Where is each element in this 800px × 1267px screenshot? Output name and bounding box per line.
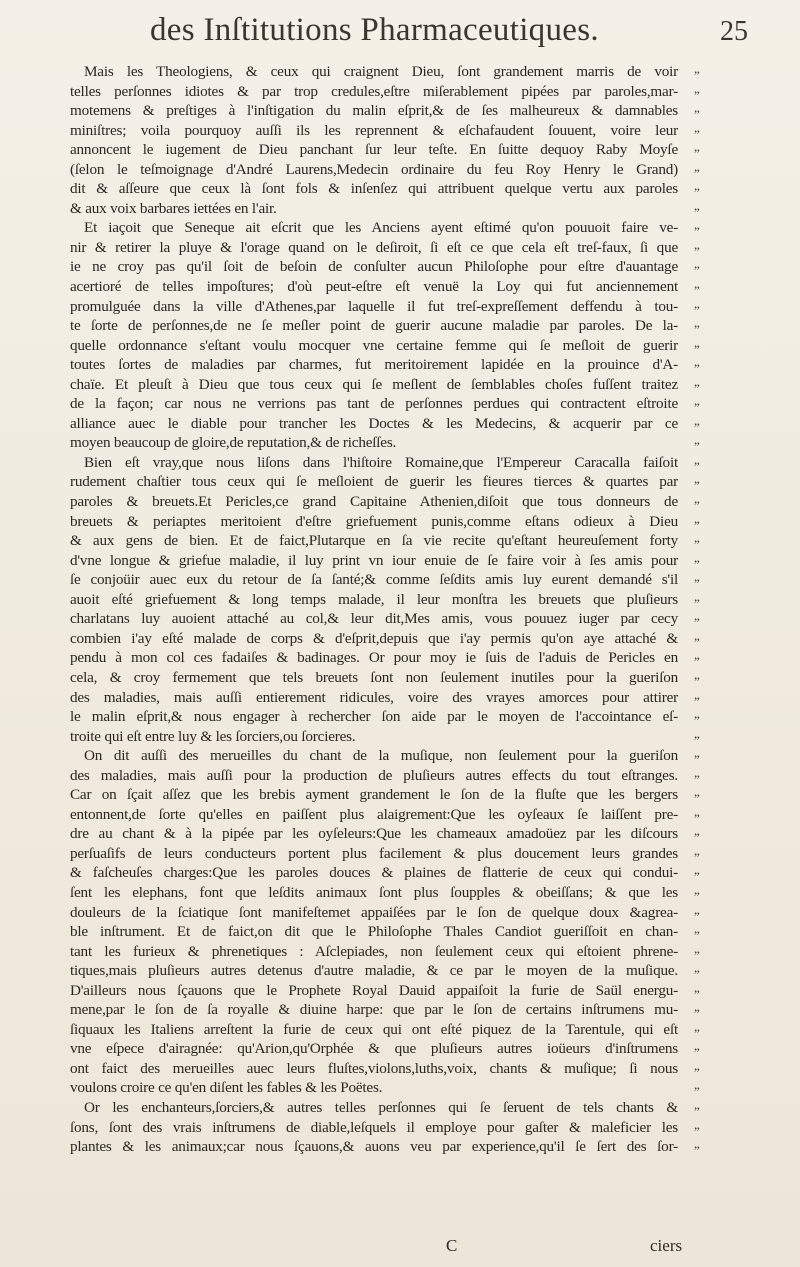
- text-line-content: des maladies, mais auſſi entierement ridicules, voire des vrayes amorces pour attirer: [70, 688, 678, 706]
- quotation-mark: „: [694, 491, 700, 507]
- quotation-mark: „: [694, 80, 700, 96]
- quotation-mark: „: [694, 315, 700, 331]
- text-line: [70, 727, 770, 747]
- text-line-content: combien i'ay eſté malade de corps & d'eſprit,depuis que i'ay permis qu'on aye attaché &: [70, 629, 678, 647]
- text-line-content: plantes & les animaux;car nous ſçauons,& auons veu par experience,qu'il ſe ſert des ſor-: [70, 1138, 678, 1156]
- quotation-mark: „: [694, 530, 700, 546]
- text-line: [70, 414, 770, 434]
- page-footer: [0, 1236, 800, 1260]
- text-line-content: tiques,mais pluſieurs autres detenus d'autre maladie, & ce par le moyen de la muſique.: [70, 962, 678, 980]
- quotation-mark: „: [694, 549, 700, 565]
- text-line-content: le malin eſprit,& nous engager à rechercher ſon aide par le moyen de l'accointance eſ-: [70, 708, 678, 726]
- text-line: [70, 257, 770, 277]
- text-line: [70, 824, 770, 844]
- quotation-mark: „: [694, 608, 700, 624]
- quotation-mark: „: [694, 139, 700, 155]
- text-line: [70, 570, 770, 590]
- text-line: [70, 277, 770, 297]
- quotation-mark: „: [694, 960, 700, 976]
- text-line-content: vne eſpece d'airagnée: qu'Arion,qu'Orphée & que pluſieurs autres ioüeurs d'inſtrumens: [70, 1040, 678, 1058]
- text-line-content: te ſorte de perſonnes,de ne ſe meſler point de guerir aucune maladie par paroles. De la-: [70, 317, 678, 335]
- text-line-content: cela, & croy fermement que tels breuets ſont non ſeulement inutiles pour la gueriſon: [70, 668, 678, 686]
- text-line: [70, 629, 770, 649]
- quotation-mark: „: [694, 471, 700, 487]
- quotation-mark: „: [694, 158, 700, 174]
- text-line-content: D'ailleurs nous ſçauons que le Prophete Royal Dauid appaiſoit la furie de Saül energu-: [70, 981, 678, 999]
- quotation-mark: „: [694, 647, 700, 663]
- text-line: [70, 883, 770, 903]
- text-line: [70, 707, 770, 727]
- quotation-mark: „: [694, 745, 700, 761]
- quotation-mark: „: [694, 61, 700, 76]
- text-line: [70, 922, 770, 942]
- text-line: [70, 1098, 770, 1118]
- text-line: [70, 1020, 770, 1040]
- text-line: [70, 297, 770, 317]
- text-line: [70, 179, 770, 199]
- text-line-content: Or les enchanteurs,ſorciers,& autres telles perſonnes qui ſe ſeruent de tels chants &: [84, 1098, 678, 1116]
- running-title: des Inſtitutions Pharmaceutiques.: [150, 12, 599, 48]
- text-line: [70, 336, 770, 356]
- text-line: [70, 375, 770, 395]
- quotation-mark: „: [694, 1018, 700, 1034]
- quotation-mark: „: [694, 706, 700, 722]
- text-line: [70, 453, 770, 473]
- text-line: [70, 942, 770, 962]
- text-line-content: promulguée dans la ville d'Athenes,par laquelle il fut treſ-expreſſement deffendu à tou-: [70, 297, 678, 315]
- text-line-content: quelle ordonnance s'eſtant voulu mocquer vne certaine femme qui ſe meſloit de guerir: [70, 336, 678, 354]
- text-line-content: annoncent le iugement de Dieu panchant ſur leur teſte. En ſuitte dequoy Raby Moyſe: [70, 141, 678, 159]
- text-line-content: alliance auec le diable pour trancher les Doctes & les Medecins, & acquerir par ce: [70, 414, 678, 432]
- text-line: [70, 355, 770, 375]
- text-line-content: toutes ſortes de maladies par charmes, fut meritoirement lapidée en la prouince d'A-: [70, 356, 678, 374]
- text-line: [70, 648, 770, 668]
- body-text: [70, 62, 770, 1157]
- quotation-mark: „: [694, 451, 700, 467]
- text-line: [70, 140, 770, 160]
- quotation-mark: „: [694, 881, 700, 897]
- quotation-mark: „: [694, 1096, 700, 1112]
- text-line-content: (ſelon le teſmoignage d'André Laurens,Medecin ordinaire du feu Roy Henry le Grand): [70, 160, 678, 178]
- text-line: [70, 1039, 770, 1059]
- quotation-mark: „: [694, 100, 700, 116]
- text-line-content: ie ne croy pas qu'il ſoit de beſoin de conſulter aucun Philoſophe pour eſtre d'auantage: [70, 258, 678, 276]
- text-line-content: Et iaçoit que Seneque ait eſcrit que les Anciens ayent eſtimé qu'on pouuoit faire ve-: [84, 219, 678, 237]
- text-line-content: rudement chaſtier tous ceux qui ſe meſloient de guerir les fieures tierces & quartes par: [70, 473, 678, 491]
- text-line: [70, 82, 770, 102]
- quotation-mark: „: [694, 1136, 700, 1152]
- text-line: [70, 1137, 770, 1157]
- quotation-mark: „: [694, 1038, 700, 1054]
- text-line: [70, 316, 770, 336]
- text-line: [70, 785, 770, 805]
- quotation-mark: „: [694, 764, 700, 780]
- quotation-mark: „: [694, 276, 700, 292]
- text-line: [70, 961, 770, 981]
- quotation-mark: „: [694, 1077, 700, 1093]
- text-line-content: Bien eſt vray,que nous liſons dans l'hiſtoire Romaine,que l'Empereur Caracalla faiſoit: [84, 453, 678, 471]
- text-line: [70, 199, 770, 219]
- text-line-content: de la façon; car nous ne verrions pas tant de perſonnes perdues qui contractent eſtroite: [70, 395, 678, 413]
- text-line-content: entonnent,de ſorte qu'elles en paiſſent plus alaigrement:Que les oyſeaux ſe laiſſent pre-: [70, 805, 678, 823]
- text-line-content: chaïe. Et pleuſt à Dieu que tous ceux qui ſe meſlent de ſemblables choſes fuſſent traitez: [70, 375, 678, 393]
- quotation-mark: „: [694, 178, 700, 194]
- text-line-content: perſuaſifs de leurs conducteurs portent plus facilement & plus doucement leurs grandes: [70, 844, 678, 862]
- text-line: [70, 492, 770, 512]
- text-line: [70, 394, 770, 414]
- quotation-mark: „: [694, 256, 700, 272]
- text-line: [70, 746, 770, 766]
- text-line: [70, 688, 770, 708]
- quotation-mark: „: [694, 217, 700, 233]
- running-head: [0, 12, 800, 56]
- text-line-content: charlatans luy auoient attaché au col,& leur dit,Mes amis, vous pouuez iuger par cecy: [70, 610, 678, 628]
- text-line-content: motemens & preſtiges à l'inſtigation du malin eſprit,& de ſes malheureux & damnables: [70, 102, 678, 120]
- text-line: [70, 472, 770, 492]
- text-line-content: On dit auſſi des merueilles du chant de la muſique, non ſeulement pour la gueriſon: [84, 747, 678, 765]
- text-line-content: ſe conjoüir auec eux du retour de ſa ſanté;& comme ſeſdits amis luy eurent demandé s'il: [70, 571, 678, 589]
- text-line: [70, 433, 770, 453]
- quotation-mark: „: [694, 1116, 700, 1132]
- quotation-mark: „: [694, 666, 700, 682]
- quotation-mark: „: [694, 295, 700, 311]
- text-line: [70, 668, 770, 688]
- quotation-mark: „: [694, 588, 700, 604]
- text-line: [70, 238, 770, 258]
- text-line-content: pendu à mon col ces fadaiſes & badinages. Or pour moy ie ſuis de l'aduis de Pericles en: [70, 649, 678, 667]
- quotation-mark: „: [694, 197, 700, 213]
- quotation-mark: „: [694, 725, 700, 741]
- text-line-content: dre au chant & à la pipée par les oyſeleurs:Que les chameaux amadoüez par les diſcours: [70, 825, 678, 843]
- quotation-mark: „: [694, 979, 700, 995]
- text-line: [70, 160, 770, 180]
- quotation-mark: „: [694, 627, 700, 643]
- text-line-content: breuets & periaptes meritoient d'eſtre griefuement punis,comme eſtans odieux à Dieu: [70, 512, 678, 530]
- signature-mark: C: [446, 1236, 458, 1255]
- text-line-content: auoit eſté griefuement & long temps malade, il leur monſtra les breuets que pluſieurs: [70, 590, 678, 608]
- text-line: [70, 121, 770, 141]
- text-line: [70, 766, 770, 786]
- text-line-content: nir & retirer la pluye & l'orage quand on le deſiroit, ſi eſt ce que cela eſt treſ-faux, ſi que: [70, 238, 678, 256]
- text-line: [70, 981, 770, 1001]
- quotation-mark: „: [694, 432, 700, 448]
- text-line: [70, 863, 770, 883]
- quotation-mark: „: [694, 510, 700, 526]
- quotation-mark: „: [694, 412, 700, 428]
- text-line-content: & aux voix barbares iettées en l'air.: [70, 199, 277, 217]
- quotation-mark: „: [694, 393, 700, 409]
- quotation-mark: „: [694, 803, 700, 819]
- text-line-content: acertioré de telles impoſtures; d'où peut-eſtre eſt venuë la Loy qui fut anciennement: [70, 278, 678, 296]
- quotation-mark: „: [694, 686, 700, 702]
- text-line-content: des maladies, mais auſſi pour la production de pluſieurs autres effects du tout eſtranges.: [70, 766, 678, 784]
- page-number: 25: [720, 16, 748, 47]
- text-line-content: Car on ſçait aſſez que les brebis ayment grandement le ſon de la fluſte que les bergers: [70, 786, 678, 804]
- text-line: [70, 101, 770, 121]
- text-line-content: ble inſtrument. Et de faict,on dit que le Philoſophe Thales Candiot gueriſſoit en chan-: [70, 923, 678, 941]
- quotation-mark: „: [694, 236, 700, 252]
- text-line-content: paroles & breuets.Et Pericles,ce grand Capitaine Athenien,diſoit que tous donneurs de: [70, 493, 678, 511]
- text-line-content: ſiquaux les Italiens arreſtent la furie de ceux qui ont eſté piquez de la Tarentule, qui eſt: [70, 1020, 678, 1038]
- quotation-mark: „: [694, 334, 700, 350]
- text-line-content: dit & aſſeure que ceux là ſont fols & inſenſez qui attribuent quelque vertu aux paroles: [70, 180, 678, 198]
- text-line: [70, 844, 770, 864]
- quotation-mark: „: [694, 823, 700, 839]
- text-line: [70, 805, 770, 825]
- text-line-content: ont faict des merueilles auec leurs fluſtes,violons,luths,voix, chants & muſique; ſi nous: [70, 1059, 678, 1077]
- text-line: [70, 1078, 770, 1098]
- quotation-mark: „: [694, 119, 700, 135]
- text-line-content: mene,par le ſon de ſa royalle & diuine harpe: que par le ſon de certains inſtrumens mu-: [70, 1001, 678, 1019]
- text-line-content: moyen beaucoup de gloire,de reputation,& de richeſſes.: [70, 434, 397, 452]
- text-line: [70, 62, 770, 82]
- text-line-content: douleurs de la ſciatique ſont manifeſtemet appaiſées par le ſon de quelque doux &agrea-: [70, 903, 678, 921]
- text-line: [70, 1059, 770, 1079]
- quotation-mark: „: [694, 842, 700, 858]
- quotation-mark: „: [694, 373, 700, 389]
- quotation-mark: „: [694, 569, 700, 585]
- catchword: ciers: [650, 1236, 683, 1255]
- text-line-content: & faſcheuſes charges:Que les paroles douces & plaines de flatterie de ceux qui condui-: [70, 864, 678, 882]
- quotation-mark: „: [694, 354, 700, 370]
- text-line-content: d'vne longue & griefue maladie, il luy print vn iour enuie de ſe faire voir à ſes amis pour: [70, 551, 678, 569]
- text-line: [70, 1000, 770, 1020]
- text-line-content: tant les furieux & phrenetiques : Aſclepiades, non ſeulement ceux qui eſtoient phrene-: [70, 942, 678, 960]
- quotation-mark: „: [694, 901, 700, 917]
- text-line-content: telles perſonnes idiotes & par trop credules,eſtre miſerablement pipées par paroles,mar-: [70, 82, 678, 100]
- text-line: [70, 218, 770, 238]
- text-line-content: & aux gens de bien. Et de faict,Plutarque en ſa vie recite qu'eſtant heureuſement forty: [70, 532, 678, 550]
- text-line: [70, 609, 770, 629]
- text-line-content: ſons, ſont des vrais inſtrumens de diable,leſquels il employe pour gaſter & maleficier les: [70, 1118, 678, 1136]
- text-line: [70, 551, 770, 571]
- text-line: [70, 1118, 770, 1138]
- text-line: [70, 512, 770, 532]
- text-line-content: voulons croire ce qu'en diſent les fables & les Poëtes.: [70, 1079, 383, 1097]
- text-line: [70, 531, 770, 551]
- quotation-mark: „: [694, 1057, 700, 1073]
- text-line: [70, 903, 770, 923]
- quotation-mark: „: [694, 999, 700, 1015]
- quotation-mark: „: [694, 784, 700, 800]
- text-line-content: troite qui eſt entre luy & les ſorciers,ou ſorcieres.: [70, 727, 356, 745]
- text-line-content: ſent les elephans, font que leſdits animaux ſont plus ſoupples & obeiſſans; & que les: [70, 883, 678, 901]
- text-line-content: miniſtres; voila pourquoy auſſi ils les reprennent & eſchafaudent ſouuent, voire leur: [70, 121, 678, 139]
- text-line-content: Mais les Theologiens, & ceux qui craignent Dieu, ſont grandement marris de voir: [84, 63, 678, 80]
- quotation-mark: „: [694, 940, 700, 956]
- quotation-mark: „: [694, 862, 700, 878]
- text-line: [70, 590, 770, 610]
- quotation-mark: „: [694, 921, 700, 937]
